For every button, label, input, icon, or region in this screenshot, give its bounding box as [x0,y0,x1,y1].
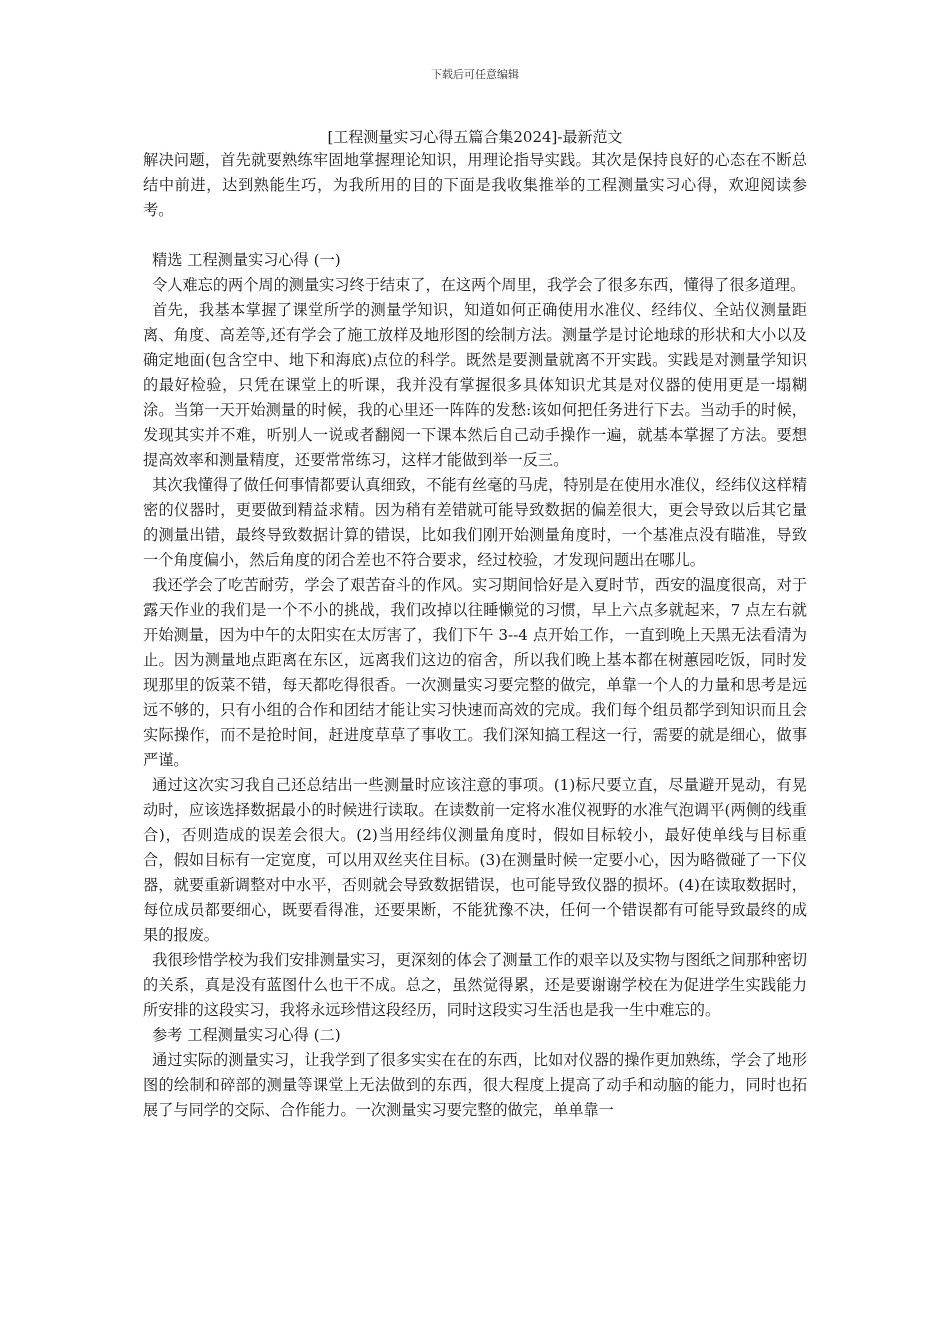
document-body [143,148,807,1123]
section-1-paragraph: 其次我懂得了做任何事情都要认真细致，不能有丝毫的马虎，特别是在使用水准仪，经纬仪这样精密的仪器时，更要做到精益求精。因为稍有差错就可能导致数据的偏差很大，更会导致以后其它量的测量出错，最终导致数据计算的错误，比如我们刚开始测量角度时，一个基准点没有瞄准，导致一个角度偏小，然后角度的闭合差也不符合要求，经过校验，才发现问题出在哪儿。 [143,476,807,569]
header-note: 下载后可任意编辑 [431,68,519,81]
section-1-paragraph: 令人难忘的两个周的测量实习终于结束了，在这两个周里，我学会了很多东西，懂得了很多道理。 [152,276,806,294]
section-2-paragraph: 通过实际的测量实习，让我学到了很多实实在在的东西，比如对仪器的操作更加熟练，学会了地形图的绘制和碎部的测量等课堂上无法做到的东西，很大程度上提高了动手和动脑的能力，同时也拓展了与同学的交际、合作能力。一次测量实习要完整的做完，单单靠一 [143,1051,807,1119]
section-1-paragraph: 我很珍惜学校为我们安排测量实习，更深刻的体会了测量工作的艰辛以及实物与图纸之间那种密切的关系，真是没有蓝图什么也干不成。总之，虽然觉得累，还是要谢谢学校在为促进学生实践能力所安排的这段实习，我将永远珍惜这段经历，同时这段实习生活也是我一生中难忘的。 [143,951,807,1019]
section-2-heading: 参考 工程测量实习心得 (二) [152,1026,341,1044]
section-1-paragraph: 通过这次实习我自己还总结出一些测量时应该注意的事项。(1)标尺要立直，尽量避开晃动，有晃动时，应该选择数据最小的时候进行读取。在读数前一定将水准仪视野的水准气泡调平(两侧的线重合)，否则造成的误差会很大。(2)当用经纬仪测量角度时，假如目标较小，最好使单线与目标重合，假如目标有一定宽度，可以用双丝夹住目标。(3)在测量时候一定要小心，因为略微碰了一下仪器，就要重新调整对中水平，否则就会导致数据错误，也可能导致仪器的损坏。(4)在读取数据时，每位成员都要细心，既要看得准，还要果断，不能犹豫不决，任何一个错误都有可能导致最终的成果的报废。 [143,776,807,944]
intro-paragraph: 解决问题，首先就要熟练牢固地掌握理论知识，用理论指导实践。其次是保持良好的心态在不断总结中前进，达到熟能生巧，为我所用的目的下面是我收集推举的工程测量实习心得，欢迎阅读参考。 [143,151,807,219]
section-1-paragraph: 首先，我基本掌握了课堂所学的测量学知识，知道如何正确使用水准仪、经纬仪、全站仪测量距离、角度、高差等,还有学会了施工放样及地形图的绘制方法。测量学是讨论地球的形状和大小以及确定地面(包含空中、地下和海底)点位的科学。既然是要测量就离不开实践。实践是对测量学知识的最好检验，只凭在课堂上的听课，我并没有掌握很多具体知识尤其是对仪器的使用更是一塌糊涂。当第一天开始测量的时候，我的心里还一阵阵的发愁:该如何把任务进行下去。当动手的时候，发现其实并不难，听别人一说或者翻阅一下课本然后自己动手操作一遍，就基本掌握了方法。要想提高效率和测量精度，还要常常练习，这样才能做到举一反三。 [143,301,807,469]
document-title: [工程测量实习心得五篇合集2024]-最新范文 [327,128,623,146]
section-1-heading: 精选 工程测量实习心得 (一) [152,251,341,269]
section-1-paragraph: 我还学会了吃苦耐劳，学会了艰苦奋斗的作风。实习期间恰好是入夏时节，西安的温度很高，对于露天作业的我们是一个不小的挑战，我们改掉以往睡懒觉的习惯，早上六点多就起来，7 点左右就开始测量，因为中午的太阳实在太厉害了，我们下午 3--4 点开始工作，一直到晚上天黑无法看清为止。因为测量地点距离在东区，远离我们这边的宿舍，所以我们晚上基本都在树蕙园吃饭，同时发现那里的饭菜不错，每天都吃得很香。一次测量实习要完整的做完，单靠一个人的力量和思考是远远不够的，只有小组的合作和团结才能让实习快速而高效的完成。我们每个组员都学到知识而且会实际操作，而不是抢时间，赶进度草草了事收工。我们深知搞工程这一行，需要的就是细心，做事严谨。 [143,576,807,769]
